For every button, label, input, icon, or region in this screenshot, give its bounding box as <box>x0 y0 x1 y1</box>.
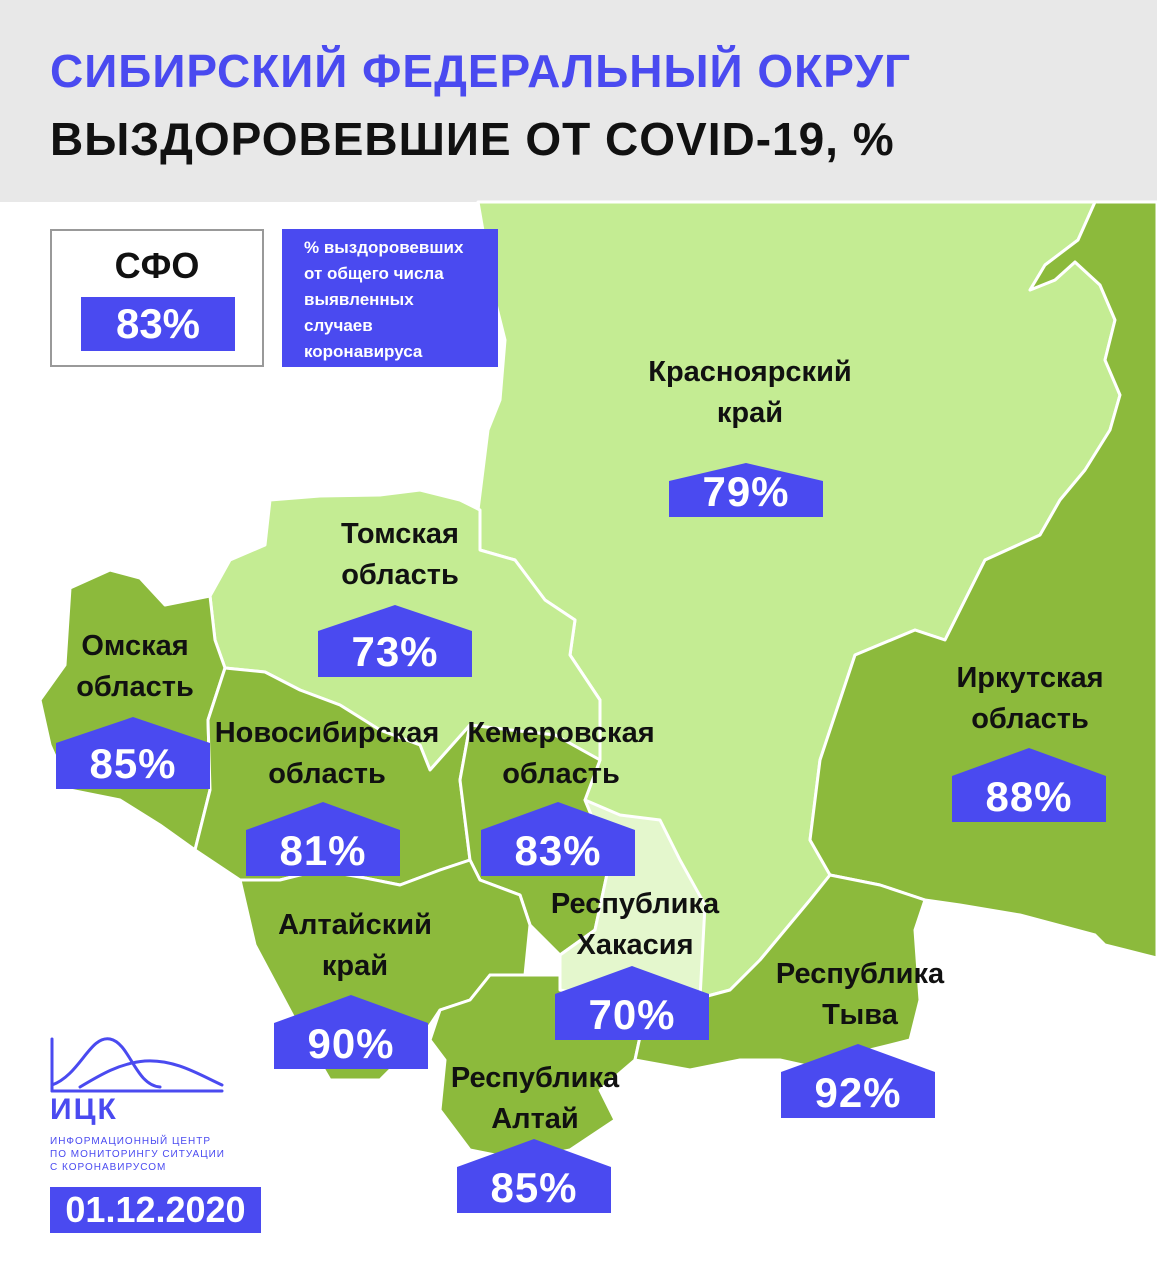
legend-line: случаев <box>304 316 373 335</box>
legend-line: коронавируса <box>304 342 423 361</box>
logo-subtitle-line: ИНФОРМАЦИОННЫЙ ЦЕНТР <box>50 1136 212 1147</box>
region-badge-kemerovo <box>481 802 635 876</box>
region-value-omsk: 85% <box>89 740 177 787</box>
region-value-khakassia: 70% <box>588 991 676 1038</box>
logo-subtitle-line: С КОРОНАВИРУСОМ <box>50 1162 167 1173</box>
region-badge-tomsk <box>318 605 472 677</box>
report-date: 01.12.2020 <box>50 1187 261 1233</box>
region-name-novosibirsk: Новосибирская область <box>214 717 440 790</box>
region-value-krasnoyarsk: 79% <box>702 468 790 515</box>
legend-line: от общего числа <box>304 264 444 283</box>
region-badge-altai-rep <box>457 1139 611 1213</box>
logo-subtitle <box>50 1135 250 1174</box>
region-badge-irkutsk <box>952 748 1106 822</box>
region-name-krasnoyarsk: Красноярский край <box>648 356 852 429</box>
region-name-kemerovo: Кемеровская область <box>467 717 655 790</box>
region-value-altai-rep: 85% <box>490 1164 578 1211</box>
region-badge-omsk <box>56 717 210 789</box>
title-metric: ВЫЗДОРОВЕВШИЕ ОТ COVID-19, % <box>50 113 895 165</box>
region-name-tyva: Республика Тыва <box>775 958 945 1031</box>
region-value-novosibirsk: 81% <box>279 827 367 874</box>
legend-line: выявленных <box>304 290 414 309</box>
region-shape-omsk[interactable] <box>40 570 225 850</box>
region-value-kemerovo: 83% <box>514 827 602 874</box>
region-name-irkutsk: Иркутская область <box>956 662 1104 735</box>
region-badge-khakassia <box>555 966 709 1040</box>
region-badge-krasnoyarsk <box>669 463 823 517</box>
region-name-khakassia: Республика Хакасия <box>550 888 720 961</box>
region-value-tomsk: 73% <box>351 628 439 675</box>
region-value-irkutsk: 88% <box>985 773 1073 820</box>
logo-icon <box>50 1035 225 1093</box>
legend-line: % выздоровевших <box>304 238 464 257</box>
district-value: 83% <box>81 297 235 351</box>
legend-box <box>282 229 498 367</box>
logo-subtitle-line: ПО МОНИТОРИНГУ СИТУАЦИИ <box>50 1149 225 1160</box>
region-name-tomsk: Томская область <box>341 518 459 591</box>
region-value-altai-krai: 90% <box>307 1020 395 1067</box>
region-name-altai-rep: Республика Алтай <box>450 1062 620 1135</box>
title-region: СИБИРСКИЙ ФЕДЕРАЛЬНЫЙ ОКРУГ <box>50 45 912 97</box>
region-badge-novosibirsk <box>246 802 400 876</box>
region-name-altai-krai: Алтайский край <box>278 909 432 982</box>
region-badge-tyva <box>781 1044 935 1118</box>
district-label: СФО <box>114 245 200 286</box>
region-value-tyva: 92% <box>814 1069 902 1116</box>
logo-wordmark: ИЦК <box>50 1093 118 1126</box>
region-badge-altai-krai <box>274 995 428 1069</box>
region-name-omsk: Омская область <box>76 630 194 703</box>
district-summary-box <box>50 229 264 367</box>
